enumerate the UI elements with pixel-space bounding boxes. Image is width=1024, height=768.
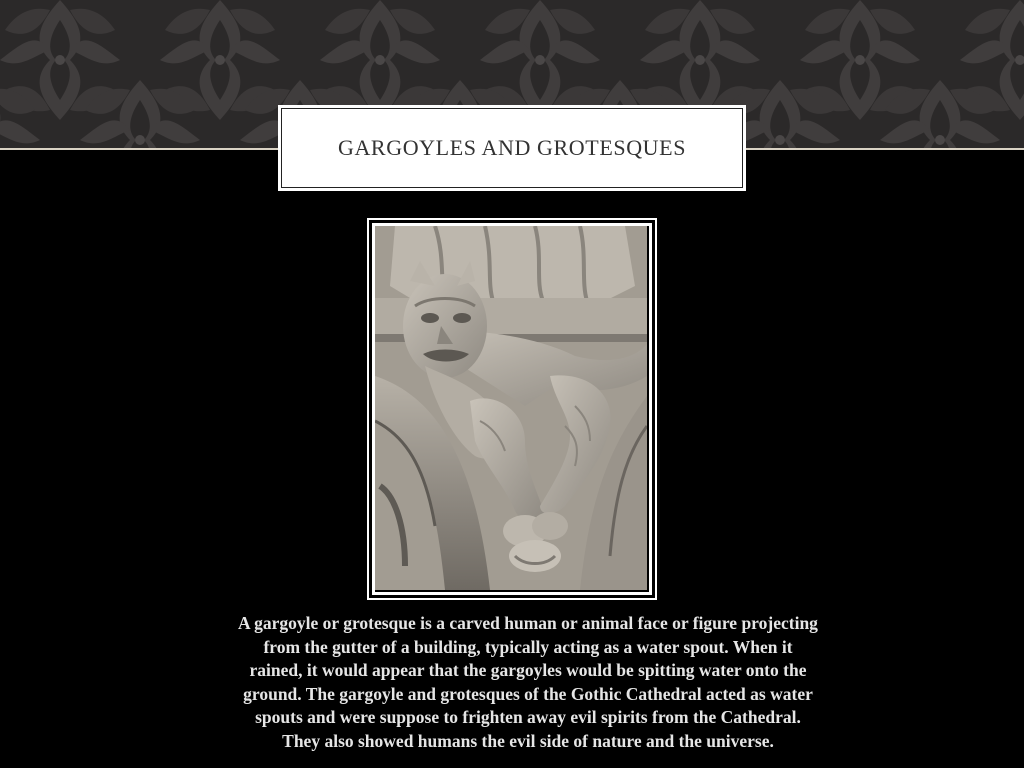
description-line: ground. The gargoyle and grotesques of the Gothic Cathedral acted as water: [243, 683, 813, 704]
description-line: from the gutter of a building, typically acting as a water spout. When it: [263, 636, 793, 657]
description-line: A gargoyle or grotesque is a carved human or animal face or figure projecting: [238, 613, 818, 633]
description-line: spouts and were suppose to frighten away evil spirits from the Cathedral.: [255, 707, 801, 727]
description-line: They also showed humans the evil side of nature and the universe.: [282, 730, 774, 751]
page-title: GARGOYLES AND GROTESQUES: [337, 135, 687, 160]
gargoyle-image: [375, 226, 647, 590]
photo-mat: [372, 223, 652, 595]
description-text: [170, 612, 886, 753]
title-frame: [281, 108, 743, 188]
title-box: [278, 105, 746, 191]
description-line: rained, it would appear that the gargoyles would be spitting water onto the: [249, 660, 807, 680]
photo-frame: [367, 218, 657, 600]
